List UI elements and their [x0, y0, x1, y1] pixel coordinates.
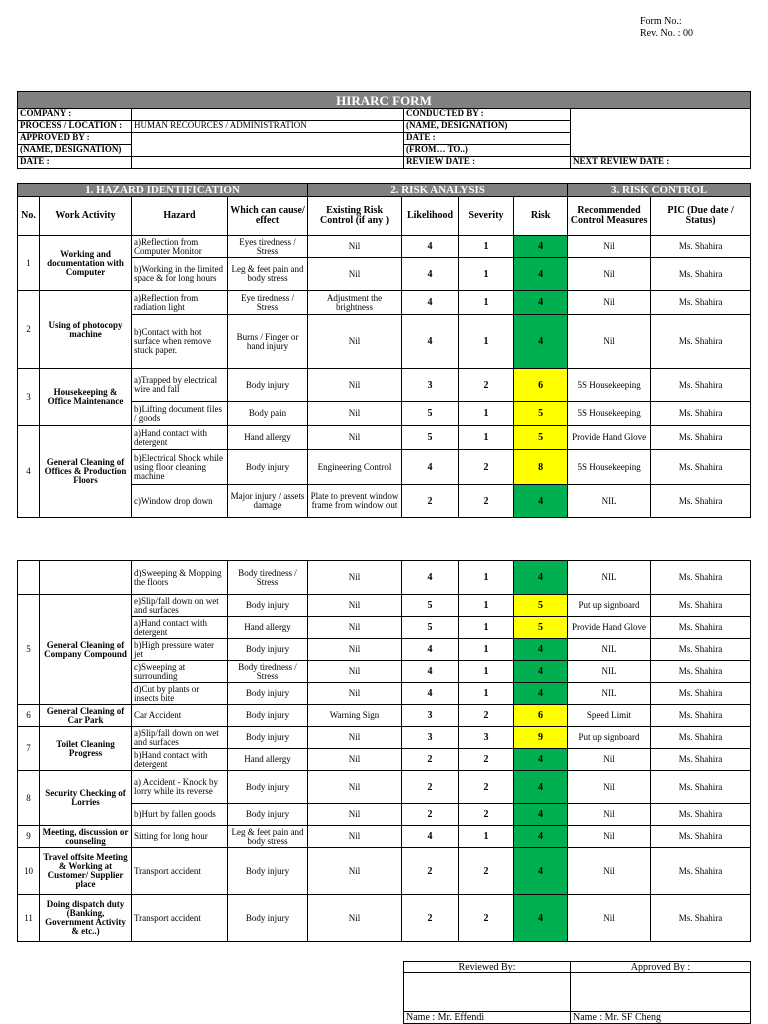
control-measure-cell: Nil [568, 291, 651, 315]
severity-cell: 2 [459, 895, 514, 942]
effect-cell: Body injury [228, 895, 308, 942]
approved-signature-box[interactable] [571, 973, 751, 1012]
likelihood-cell: 2 [402, 771, 459, 804]
existing-control-cell: Nil [308, 826, 402, 848]
form-no: Form No.: [640, 16, 682, 27]
severity-cell: 2 [459, 804, 514, 826]
control-measure-cell: Nil [568, 749, 651, 771]
risk-rating-cell: 4 [514, 848, 568, 895]
control-measure-cell: Provide Hand Glove [568, 617, 651, 639]
effect-cell: Body injury [228, 848, 308, 895]
risk-rating-cell: 4 [514, 258, 568, 291]
hazard-cell: Transport accident [132, 848, 228, 895]
control-measure-cell: NIL [568, 639, 651, 661]
risk-rating-cell: 5 [514, 402, 568, 426]
review-date-label: REVIEW DATE : [404, 157, 571, 169]
likelihood-cell: 2 [402, 749, 459, 771]
col-severity: Severity [459, 197, 514, 236]
work-activity: General Cleaning of Car Park [40, 705, 132, 727]
severity-cell: 1 [459, 561, 514, 595]
row-number [18, 561, 40, 595]
risk-rating-cell: 4 [514, 749, 568, 771]
company-label: COMPANY : [18, 109, 132, 121]
likelihood-cell: 2 [402, 485, 459, 518]
hirarc-table-part2 [17, 560, 751, 942]
col-activity: Work Activity [40, 197, 132, 236]
pic-cell: Ms. Shahira [651, 804, 751, 826]
existing-control-cell: Nil [308, 402, 402, 426]
work-activity: Housekeeping & Office Maintenance [40, 369, 132, 426]
table-row [18, 895, 751, 942]
existing-control-cell: Nil [308, 561, 402, 595]
likelihood-cell: 4 [402, 315, 459, 369]
work-activity: Toilet Cleaning Progress [40, 727, 132, 771]
pic-cell: Ms. Shahira [651, 291, 751, 315]
row-number: 10 [18, 848, 40, 895]
table-row [18, 848, 751, 895]
reviewed-by-label: Reviewed By: [404, 962, 571, 973]
effect-cell: Major injury / assets damage [228, 485, 308, 518]
likelihood-cell: 3 [402, 369, 459, 402]
existing-control-cell: Nil [308, 683, 402, 705]
col-risk: Risk [514, 197, 568, 236]
pic-cell: Ms. Shahira [651, 749, 751, 771]
risk-rating-cell: 4 [514, 826, 568, 848]
pic-cell: Ms. Shahira [651, 561, 751, 595]
approved-by-value [132, 133, 404, 157]
risk-rating-cell: 4 [514, 895, 568, 942]
hazard-cell: c)Sweeping at surrounding [132, 661, 228, 683]
signoff-table [403, 961, 751, 1024]
approved-by-signoff-label: Approved By : [571, 962, 751, 973]
effect-cell: Hand allergy [228, 749, 308, 771]
effect-cell: Eye tiredness / Stress [228, 291, 308, 315]
effect-cell: Body injury [228, 705, 308, 727]
control-measure-cell: Nil [568, 236, 651, 258]
existing-control-cell: Nil [308, 258, 402, 291]
likelihood-cell: 4 [402, 236, 459, 258]
existing-control-cell: Nil [308, 804, 402, 826]
col-hazard: Hazard [132, 197, 228, 236]
work-activity [40, 561, 132, 595]
process-label: PROCESS / LOCATION : [18, 121, 132, 133]
existing-control-cell: Nil [308, 749, 402, 771]
existing-control-cell: Nil [308, 661, 402, 683]
risk-rating-cell: 4 [514, 236, 568, 258]
risk-rating-cell: 4 [514, 485, 568, 518]
work-activity: Doing dispatch duty (Banking, Government Activity & etc..) [40, 895, 132, 942]
likelihood-cell: 5 [402, 426, 459, 450]
from-to-label: (FROM… TO..) [404, 145, 571, 157]
pic-cell: Ms. Shahira [651, 315, 751, 369]
table-row [18, 426, 751, 450]
existing-control-cell: Nil [308, 426, 402, 450]
effect-cell: Body injury [228, 683, 308, 705]
col-pic: PIC (Due date / Status) [651, 197, 751, 236]
hirarc-table-part1 [17, 183, 751, 518]
hazard-cell: b)High pressure water jet [132, 639, 228, 661]
severity-cell: 2 [459, 369, 514, 402]
risk-rating-cell: 4 [514, 771, 568, 804]
row-number: 7 [18, 727, 40, 771]
date2-label: DATE : [404, 133, 571, 145]
risk-rating-cell: 8 [514, 450, 568, 485]
pic-cell: Ms. Shahira [651, 705, 751, 727]
pic-cell: Ms. Shahira [651, 639, 751, 661]
effect-cell: Body tiredness / Stress [228, 661, 308, 683]
table-row [18, 705, 751, 727]
control-measure-cell: Nil [568, 804, 651, 826]
hazard-cell: b)Hurt by fallen goods [132, 804, 228, 826]
existing-control-cell: Nil [308, 771, 402, 804]
severity-cell: 1 [459, 661, 514, 683]
table-row [18, 727, 751, 749]
existing-control-cell: Plate to prevent window frame from window out [308, 485, 402, 518]
col-measures: Recommended Control Measures [568, 197, 651, 236]
risk-rating-cell: 4 [514, 639, 568, 661]
control-measure-cell: Nil [568, 258, 651, 291]
control-measure-cell: 5S Housekeeping [568, 450, 651, 485]
severity-cell: 1 [459, 258, 514, 291]
hazard-cell: d)Cut by plants or insects bite [132, 683, 228, 705]
effect-cell: Burns / Finger or hand injury [228, 315, 308, 369]
control-measure-cell: Put up signboard [568, 727, 651, 749]
risk-rating-cell: 4 [514, 561, 568, 595]
hazard-cell: a)Reflection from radiation light [132, 291, 228, 315]
row-number: 9 [18, 826, 40, 848]
reviewed-signature-box[interactable] [404, 973, 571, 1012]
severity-cell: 1 [459, 236, 514, 258]
likelihood-cell: 4 [402, 639, 459, 661]
hazard-cell: b)Working in the limited space & for long hours [132, 258, 228, 291]
control-measure-cell: Nil [568, 826, 651, 848]
likelihood-cell: 4 [402, 450, 459, 485]
effect-cell: Leg & feet pain and body stress [228, 826, 308, 848]
approved-name: Name : Mr. SF Cheng [571, 1012, 751, 1024]
table-row [18, 291, 751, 315]
row-number: 5 [18, 595, 40, 705]
severity-cell: 2 [459, 848, 514, 895]
work-activity: General Cleaning of Offices & Production Floors [40, 426, 132, 518]
work-activity: Working and documentation with Computer [40, 236, 132, 291]
pic-cell: Ms. Shahira [651, 595, 751, 617]
severity-cell: 3 [459, 727, 514, 749]
form-title: HIRARC FORM [18, 92, 751, 109]
existing-control-cell: Warning Sign [308, 705, 402, 727]
control-measure-cell: Speed Limit [568, 705, 651, 727]
risk-rating-cell: 5 [514, 595, 568, 617]
hazard-cell: a) Accident - Knock by lorry while its reverse [132, 771, 228, 804]
hazard-cell: b)Contact with hot surface when remove stuck paper. [132, 315, 228, 369]
hazard-cell: a)Hand contact with detergent [132, 426, 228, 450]
table-row [18, 595, 751, 617]
table-row [18, 561, 751, 595]
pic-cell: Ms. Shahira [651, 236, 751, 258]
approved-name-label: (NAME, DESIGNATION) [18, 145, 132, 157]
likelihood-cell: 2 [402, 848, 459, 895]
control-measure-cell: 5S Housekeeping [568, 369, 651, 402]
pic-cell: Ms. Shahira [651, 617, 751, 639]
severity-cell: 2 [459, 450, 514, 485]
likelihood-cell: 4 [402, 661, 459, 683]
row-number: 11 [18, 895, 40, 942]
control-measure-cell: NIL [568, 661, 651, 683]
effect-cell: Hand allergy [228, 617, 308, 639]
control-measure-cell: Nil [568, 771, 651, 804]
reviewed-name: Name : Mr. Effendi [404, 1012, 571, 1024]
control-measure-cell: NIL [568, 485, 651, 518]
severity-cell: 1 [459, 426, 514, 450]
likelihood-cell: 4 [402, 258, 459, 291]
section-risk-control: 3. RISK CONTROL [568, 184, 751, 197]
likelihood-cell: 4 [402, 826, 459, 848]
pic-cell: Ms. Shahira [651, 258, 751, 291]
table-row [18, 771, 751, 804]
hazard-cell: d)Sweeping & Mopping the floors [132, 561, 228, 595]
conducted-by-label: CONDUCTED BY : [404, 109, 571, 121]
work-activity: Using of photocopy machine [40, 291, 132, 369]
control-measure-cell: 5S Housekeeping [568, 402, 651, 426]
hazard-cell: c)Window drop down [132, 485, 228, 518]
col-existing-control: Existing Risk Control (if any ) [308, 197, 402, 236]
pic-cell: Ms. Shahira [651, 369, 751, 402]
risk-rating-cell: 5 [514, 426, 568, 450]
effect-cell: Body pain [228, 402, 308, 426]
severity-cell: 1 [459, 683, 514, 705]
pic-cell: Ms. Shahira [651, 771, 751, 804]
control-measure-cell: NIL [568, 683, 651, 705]
existing-control-cell: Nil [308, 639, 402, 661]
risk-rating-cell: 4 [514, 291, 568, 315]
likelihood-cell: 5 [402, 595, 459, 617]
likelihood-cell: 5 [402, 402, 459, 426]
severity-cell: 1 [459, 639, 514, 661]
table-row [18, 826, 751, 848]
effect-cell: Body tiredness / Stress [228, 561, 308, 595]
pic-cell: Ms. Shahira [651, 683, 751, 705]
section-risk-analysis: 2. RISK ANALYSIS [308, 184, 568, 197]
control-measure-cell: Nil [568, 848, 651, 895]
severity-cell: 2 [459, 705, 514, 727]
likelihood-cell: 4 [402, 561, 459, 595]
likelihood-cell: 2 [402, 895, 459, 942]
row-number: 2 [18, 291, 40, 369]
pic-cell: Ms. Shahira [651, 450, 751, 485]
hazard-cell: a)Reflection from Computer Monitor [132, 236, 228, 258]
hazard-cell: Transport accident [132, 895, 228, 942]
hazard-cell: Car Accident [132, 705, 228, 727]
pic-cell: Ms. Shahira [651, 826, 751, 848]
risk-rating-cell: 9 [514, 727, 568, 749]
effect-cell: Body injury [228, 771, 308, 804]
hazard-cell: b)Hand contact with detergent [132, 749, 228, 771]
severity-cell: 1 [459, 826, 514, 848]
risk-rating-cell: 6 [514, 369, 568, 402]
risk-rating-cell: 4 [514, 315, 568, 369]
hazard-cell: Sitting for long hour [132, 826, 228, 848]
existing-control-cell: Nil [308, 595, 402, 617]
pic-cell: Ms. Shahira [651, 661, 751, 683]
section-hazard-identification: 1. HAZARD IDENTIFICATION [18, 184, 308, 197]
row-number: 6 [18, 705, 40, 727]
existing-control-cell: Nil [308, 617, 402, 639]
existing-control-cell: Adjustment the brightness [308, 291, 402, 315]
table-row [18, 236, 751, 258]
effect-cell: Body injury [228, 450, 308, 485]
risk-rating-cell: 6 [514, 705, 568, 727]
row-number: 1 [18, 236, 40, 291]
severity-cell: 2 [459, 749, 514, 771]
table-row [18, 369, 751, 402]
effect-cell: Hand allergy [228, 426, 308, 450]
likelihood-cell: 4 [402, 291, 459, 315]
likelihood-cell: 4 [402, 683, 459, 705]
next-review-date-label: NEXT REVIEW DATE : [571, 157, 751, 169]
rev-no: Rev. No. : 00 [640, 28, 693, 39]
severity-cell: 2 [459, 771, 514, 804]
hazard-cell: e)Slip/fall down on wet and surfaces [132, 595, 228, 617]
existing-control-cell: Nil [308, 315, 402, 369]
work-activity: Security Checking of Lorries [40, 771, 132, 826]
existing-control-cell: Nil [308, 727, 402, 749]
risk-rating-cell: 5 [514, 617, 568, 639]
existing-control-cell: Nil [308, 236, 402, 258]
hazard-cell: a)Trapped by electrical wire and fall [132, 369, 228, 402]
risk-rating-cell: 4 [514, 661, 568, 683]
severity-cell: 1 [459, 291, 514, 315]
existing-control-cell: Nil [308, 369, 402, 402]
pic-cell: Ms. Shahira [651, 848, 751, 895]
form-number-block [640, 16, 693, 40]
company-value [132, 109, 404, 121]
pic-cell: Ms. Shahira [651, 895, 751, 942]
effect-cell: Body injury [228, 727, 308, 749]
likelihood-cell: 5 [402, 617, 459, 639]
row-number: 4 [18, 426, 40, 518]
severity-cell: 1 [459, 402, 514, 426]
work-activity: General Cleaning of Company Compound [40, 595, 132, 705]
pic-cell: Ms. Shahira [651, 727, 751, 749]
form-header-table [17, 91, 751, 169]
likelihood-cell: 2 [402, 804, 459, 826]
control-measure-cell: Provide Hand Glove [568, 426, 651, 450]
severity-cell: 2 [459, 485, 514, 518]
row-number: 8 [18, 771, 40, 826]
existing-control-cell: Nil [308, 895, 402, 942]
hazard-cell: b)Lifting document files / goods [132, 402, 228, 426]
row-number: 3 [18, 369, 40, 426]
conducted-by-value [571, 109, 751, 157]
date-label: DATE : [18, 157, 132, 169]
approved-by-label: APPROVED BY : [18, 133, 132, 145]
effect-cell: Leg & feet pain and body stress [228, 258, 308, 291]
date-value [132, 157, 404, 169]
risk-rating-cell: 4 [514, 683, 568, 705]
hazard-cell: a)Hand contact with detergent [132, 617, 228, 639]
control-measure-cell: Put up signboard [568, 595, 651, 617]
existing-control-cell: Nil [308, 848, 402, 895]
pic-cell: Ms. Shahira [651, 402, 751, 426]
likelihood-cell: 3 [402, 727, 459, 749]
severity-cell: 1 [459, 595, 514, 617]
effect-cell: Eyes tiredness / Stress [228, 236, 308, 258]
existing-control-cell: Engineering Control [308, 450, 402, 485]
process-value: HUMAN RECOURCES / ADMINISTRATION [132, 121, 404, 133]
work-activity: Travel offsite Meeting & Working at Customer/ Supplier place [40, 848, 132, 895]
risk-rating-cell: 4 [514, 804, 568, 826]
effect-cell: Body injury [228, 804, 308, 826]
control-measure-cell: Nil [568, 315, 651, 369]
severity-cell: 1 [459, 617, 514, 639]
effect-cell: Body injury [228, 639, 308, 661]
control-measure-cell: NIL [568, 561, 651, 595]
col-effect: Which can cause/ effect [228, 197, 308, 236]
effect-cell: Body injury [228, 595, 308, 617]
hazard-cell: a)Slip/fall down on wet and surfaces [132, 727, 228, 749]
work-activity: Meeting, discussion or counseling [40, 826, 132, 848]
control-measure-cell: Nil [568, 895, 651, 942]
col-no: No. [18, 197, 40, 236]
hazard-cell: b)Electrical Shock while using floor cleaning machine [132, 450, 228, 485]
effect-cell: Body injury [228, 369, 308, 402]
conducted-name-label: (NAME, DESIGNATION) [404, 121, 571, 133]
pic-cell: Ms. Shahira [651, 426, 751, 450]
col-likelihood: Likelihood [402, 197, 459, 236]
likelihood-cell: 3 [402, 705, 459, 727]
severity-cell: 1 [459, 315, 514, 369]
pic-cell: Ms. Shahira [651, 485, 751, 518]
